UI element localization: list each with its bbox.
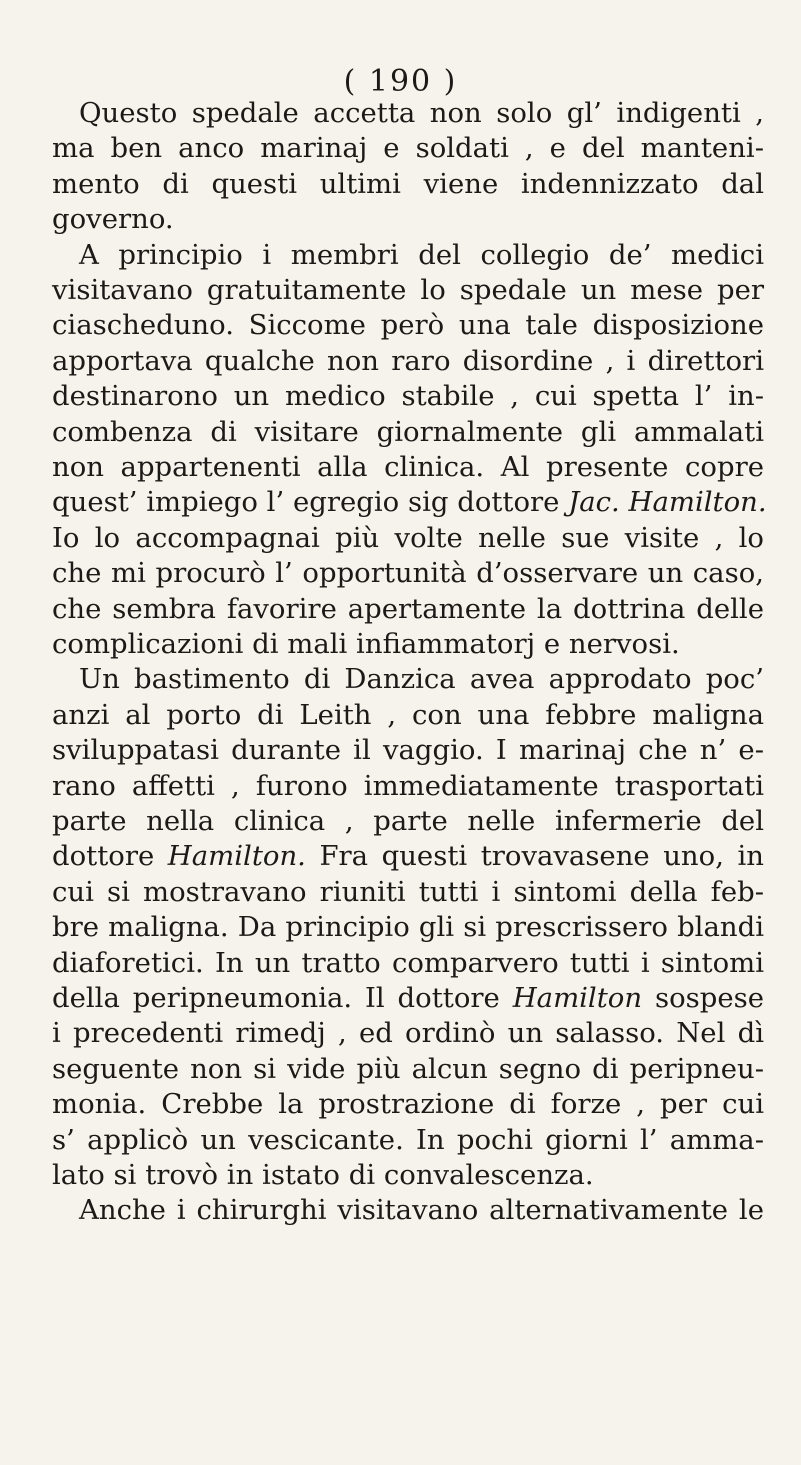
text-line	[52, 1016, 764, 1052]
text-segment: ma ben anco marinaj e soldati , e del manteni-	[52, 132, 764, 165]
text-line	[52, 273, 764, 309]
text-segment: combenza di visitare giornalmente gli ammalati	[52, 415, 764, 448]
text-line	[52, 379, 764, 415]
text-segment: diaforetici. In un tratto comparvero tutti i sintomi	[52, 946, 764, 979]
text-line	[52, 946, 764, 982]
text-segment: parte nella clinica , parte nelle infermerie del	[52, 805, 764, 837]
text-line	[52, 202, 764, 238]
text-segment: bre maligna. Da principio gli si prescrissero blandi	[52, 911, 764, 944]
text-line	[52, 521, 764, 557]
text-segment: anzi al porto di Leith , con una febbre maligna	[52, 698, 764, 731]
text-segment: Fra questi trovavasene uno, in	[319, 840, 764, 873]
text-line	[52, 769, 764, 805]
text-line	[79, 1193, 764, 1229]
text-line	[52, 875, 764, 911]
text-segment: seguente non si vide più alcun segno di peripneu-	[52, 1052, 764, 1085]
text-segment: Questo spedale accetta non solo gl’ indigenti ,	[79, 97, 764, 129]
text-line	[52, 1158, 764, 1194]
text-segment: monia. Crebbe la prostrazione di forze , per cui	[52, 1088, 764, 1121]
text-line	[52, 485, 767, 521]
text-line	[52, 1087, 764, 1123]
text-line	[52, 981, 764, 1017]
text-line	[52, 698, 764, 734]
text-segment: lato si trovò in istato di convalescenza.	[52, 1159, 594, 1191]
text-segment: Io lo accompagnai più volte nelle sue visite , lo	[52, 521, 764, 554]
text-segment: rano affetti , furono immediatamente trasportati	[52, 769, 764, 802]
text-segment: cui si mostravano riuniti tutti i sintomi della feb-	[52, 875, 764, 908]
text-segment: dottore	[52, 840, 155, 873]
text-line	[52, 308, 764, 344]
text-segment: Anche i chirurghi visitavano alternativamente le	[79, 1194, 764, 1227]
text-segment: s’ applicò un vescicante. In pochi giorni l’ amma-	[52, 1123, 764, 1156]
text-segment: sviluppatasi durante il vaggio. I marinaj che n’ e-	[52, 734, 764, 767]
text-segment: ciascheduno. Siccome però una tale disposizione	[52, 309, 764, 342]
text-segment: che mi procurò l’ opportunità d’osservare un caso,	[52, 557, 764, 590]
text-segment: della peripneumonia. Il dottore	[52, 982, 500, 1014]
text-segment: sospese	[654, 982, 764, 1014]
text-line	[52, 415, 764, 451]
text-segment: complicazioni di mali infiammatorj e nervosi.	[52, 628, 680, 660]
text-line	[52, 910, 764, 946]
text-segment: quest’ impiego l’ egregio sig dottore	[52, 486, 560, 519]
text-segment: governo.	[52, 203, 174, 236]
page-number: ( 190 )	[343, 64, 458, 99]
text-line	[52, 1052, 764, 1088]
text-line	[52, 344, 764, 380]
text-segment: A principio i membri del collegio de’ medici	[79, 238, 764, 271]
text-line	[52, 131, 764, 167]
text-segment: Un bastimento di Danzica avea approdato poc’	[79, 663, 764, 696]
text-line	[79, 238, 764, 274]
text-line	[52, 167, 764, 203]
text-segment: i precedenti rimedj , ed ordinò un salasso. Nel dì	[52, 1017, 764, 1050]
text-line	[52, 1123, 764, 1159]
text-line	[52, 556, 764, 592]
text-segment: non appartenenti alla clinica. Al presente copre	[52, 451, 764, 483]
italic-name: Jac. Hamilton.	[568, 486, 767, 519]
text-segment: destinarono un medico stabile , cui spetta l’ in-	[52, 380, 764, 413]
text-segment: visitavano gratuitamente lo spedale un mese per	[52, 274, 764, 306]
text-line	[52, 450, 764, 486]
text-segment: che sembra favorire apertamente la dottrina delle	[52, 592, 764, 625]
text-line	[52, 733, 764, 769]
text-line	[52, 804, 764, 840]
italic-name: Hamilton.	[167, 840, 306, 873]
text-segment: mento di questi ultimi viene indennizzato dal	[52, 167, 764, 200]
italic-name: Hamilton	[512, 982, 643, 1014]
text-line	[79, 96, 764, 132]
text-line	[52, 839, 764, 875]
text-segment: apportava qualche non raro disordine , i direttori	[52, 344, 764, 377]
text-line	[79, 662, 764, 698]
text-line	[52, 627, 764, 663]
text-line	[52, 592, 764, 628]
